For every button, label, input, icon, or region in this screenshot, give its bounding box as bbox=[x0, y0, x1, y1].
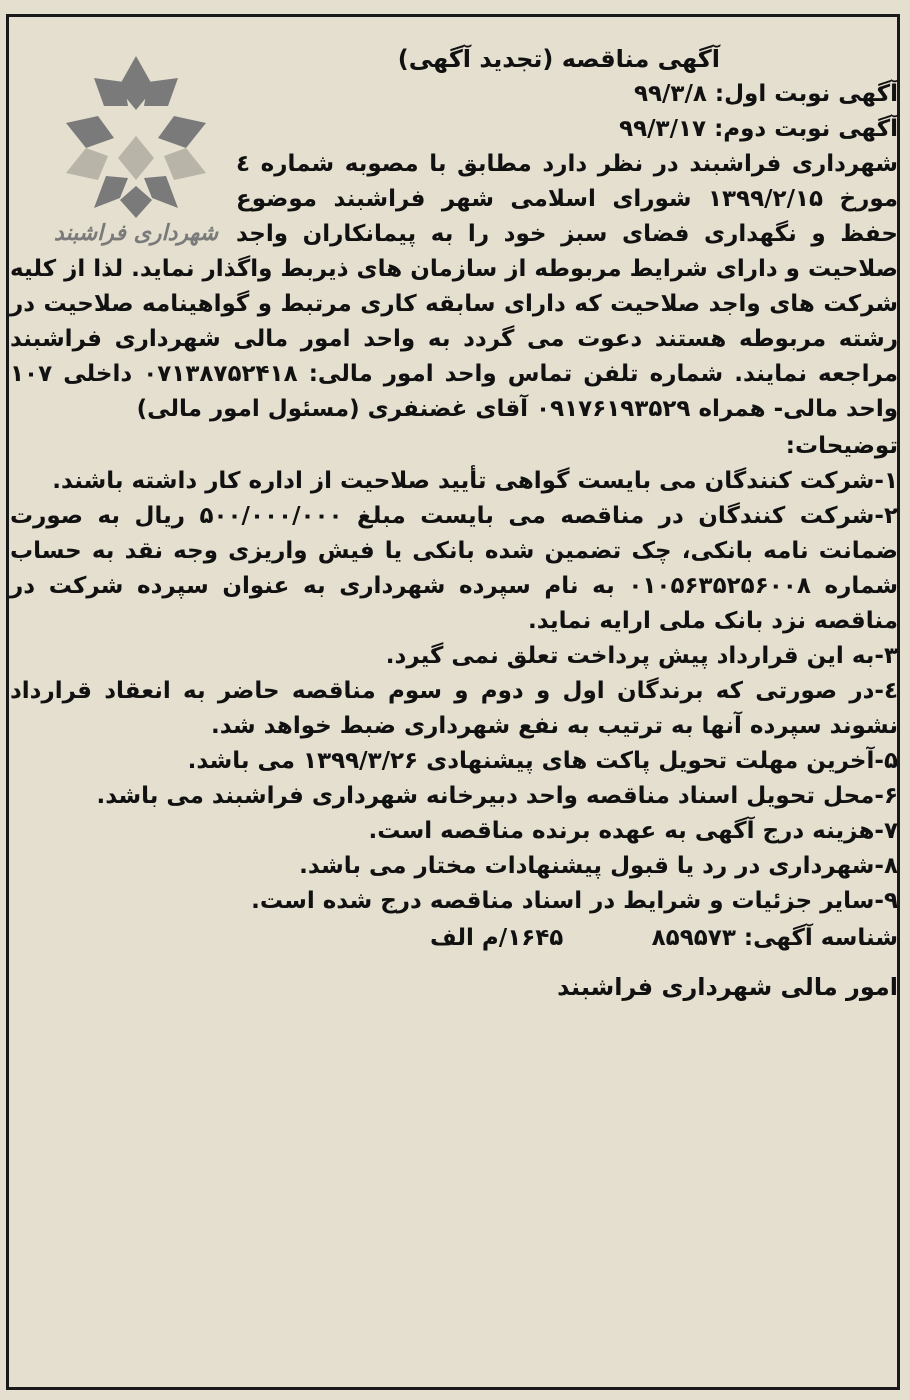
issuer: امور مالی شهرداری فراشبند bbox=[557, 973, 898, 1001]
first-round-date: آگهی نوبت اول: ۹۹/۳/۸ bbox=[633, 81, 898, 107]
note-item: ۷-هزینه درج آگهی به عهده برنده مناقصه است. bbox=[368, 818, 898, 844]
note-item: ۱-شرکت کنندگان می بایست گواهی تأیید صلاحیت از اداره کار داشته باشند. bbox=[52, 468, 898, 494]
note-item: ۲-شرکت کنندگان در مناقصه می بایست مبلغ ۵۰۰/۰۰۰/۰۰۰ ریال به صورت ضمانت نامه بانکی، چک تضمین شده بانکی یا فیش واریزی وجه نقد به حساب شماره ۰۱۰۵۶۳۵۲۵۶۰۰۸ به نام سپرده شهرداری به عنوان سپرده شرکت در مناقصه نزد بانک ملی ارایه نماید. bbox=[10, 503, 898, 634]
notes-list bbox=[10, 464, 898, 919]
second-round-date: آگهی نوبت دوم: ۹۹/۳/۱۷ bbox=[619, 116, 898, 142]
note-item: ٤-در صورتی که برندگان اول و دوم و سوم مناقصه حاضر به انعقاد قرارداد نشوند سپرده آنها به ترتیب به نفع شهرداری ضبط خواهد شد. bbox=[10, 678, 898, 739]
ref-code: ۱۶۴۵/م الف bbox=[430, 925, 564, 951]
municipality-logo bbox=[36, 48, 236, 248]
tender-notice bbox=[10, 42, 898, 1005]
ad-title: آگهی مناقصه (تجدید آگهی) bbox=[397, 45, 720, 73]
ad-id: شناسه آگهی: ۸۵۹۵۷۳ bbox=[651, 925, 898, 951]
logo-caption: شهرداری فراشبند bbox=[53, 220, 219, 246]
intro-paragraph: شهرداری فراشبند در نظر دارد مطابق با مصوبه شماره ٤ مورخ ۱۳۹۹/۲/۱۵ شورای اسلامی شهر فراشبند موضوع حفظ و نگهداری فضای سبز خود را به پیمانکاران واجد صلاحیت و دارای شرایط مربوطه از سازمان های ذیربط واگذار نماید. لذا از کلیه شرکت های واجد صلاحیت که دارای سابقه کاری مرتبط و گواهینامه صلاحیت در رشته مربوطه هستند دعوت می گردد به واحد امور مالی شهرداری فراشبند مراجعه نمایند. شماره تلفن تماس واحد امور مالی: ۰۷۱۳۸۷۵۲۴۱۸ داخلی ۱۰۷ واحد مالی- همراه ۰۹۱۷۶۱۹۳۵۲۹ آقای غضنفری (مسئول امور مالی) bbox=[10, 151, 898, 422]
note-item: ۹-سایر جزئیات و شرایط در اسناد مناقصه درج شده است. bbox=[251, 888, 898, 914]
note-item: ۶-محل تحویل اسناد مناقصه واحد دبیرخانه شهرداری فراشبند می باشد. bbox=[96, 783, 898, 809]
ad-identifiers bbox=[10, 921, 898, 956]
note-item: ۸-شهرداری در رد یا قبول پیشنهادات مختار می باشد. bbox=[299, 853, 898, 879]
notes-label: توضیحات: bbox=[785, 433, 898, 459]
note-item: ۳-به این قرارداد پیش پرداخت تعلق نمی گیرد. bbox=[385, 643, 898, 669]
note-item: ۵-آخرین مهلت تحویل پاکت های پیشنهادی ۱۳۹۹/۳/۲۶ می باشد. bbox=[187, 748, 898, 774]
